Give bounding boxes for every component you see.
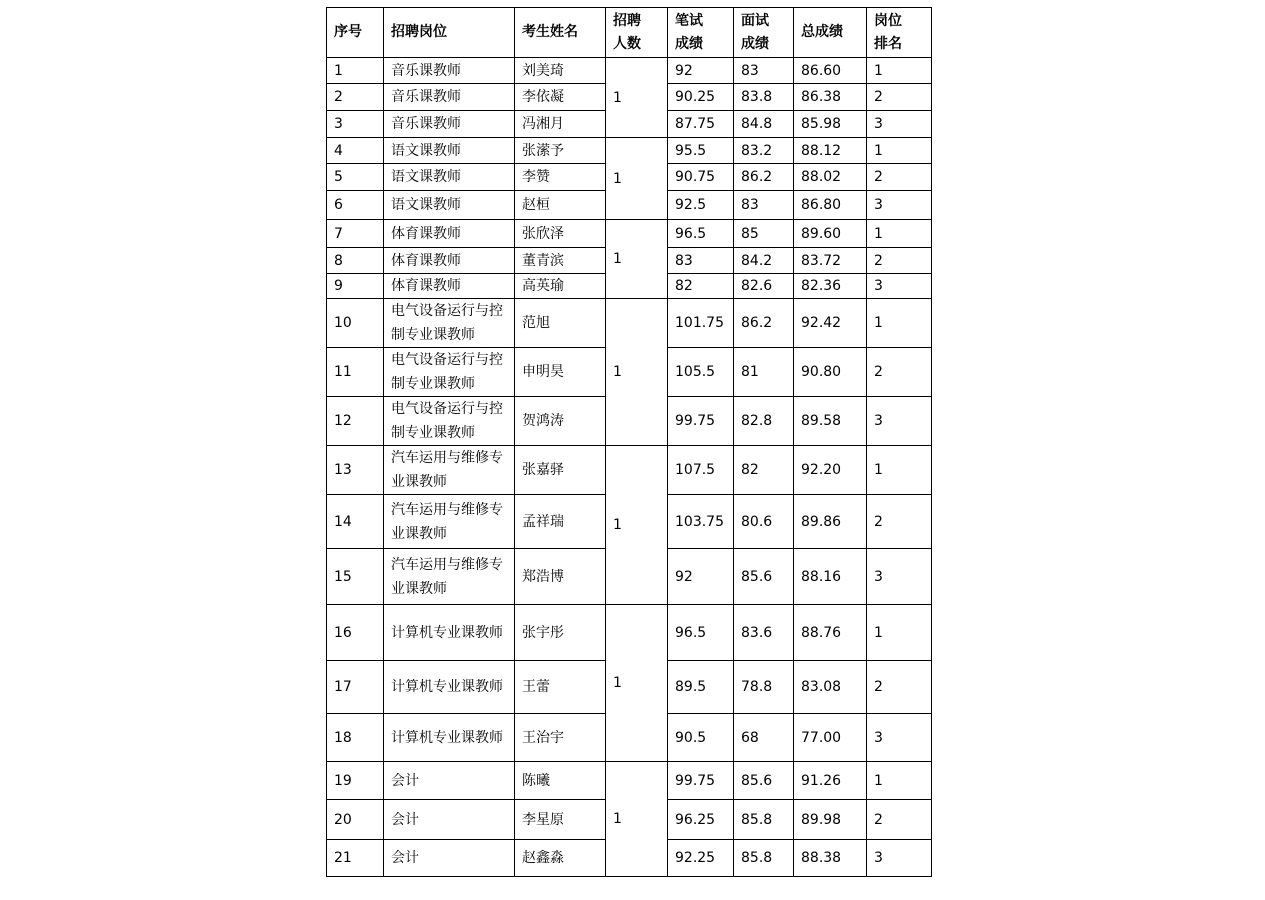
header-interview-line2: 成绩 (741, 35, 769, 52)
header-row (327, 8, 932, 58)
cell-total: 89.60 (794, 220, 867, 248)
cell-rank: 3 (867, 714, 932, 762)
cell-total: 90.80 (794, 348, 867, 397)
cell-written: 90.75 (668, 164, 734, 191)
table-row (327, 446, 932, 495)
header-rank-line1: 岗位 (874, 12, 902, 29)
cell-written: 92 (668, 58, 734, 84)
cell-interview: 85.6 (734, 762, 794, 800)
cell-interview: 83.2 (734, 138, 794, 164)
cell-written: 90.5 (668, 714, 734, 762)
cell-no: 20 (327, 800, 384, 840)
cell-interview: 83.8 (734, 84, 794, 111)
cell-interview: 83.6 (734, 605, 794, 661)
cell-quota: 1 (606, 762, 668, 877)
cell-total: 83.08 (794, 661, 867, 714)
cell-position: 计算机专业课教师 (384, 605, 515, 661)
cell-no: 10 (327, 299, 384, 348)
cell-position: 计算机专业课教师 (384, 714, 515, 762)
cell-quota: 1 (606, 220, 668, 299)
cell-rank: 3 (867, 840, 932, 877)
cell-rank: 3 (867, 191, 932, 220)
cell-name: 申明昊 (515, 348, 606, 397)
cell-rank: 1 (867, 58, 932, 84)
cell-total: 88.76 (794, 605, 867, 661)
cell-no: 11 (327, 348, 384, 397)
cell-name: 冯湘月 (515, 111, 606, 138)
cell-name: 赵鑫淼 (515, 840, 606, 877)
cell-position: 会计 (384, 762, 515, 800)
cell-name: 董青滨 (515, 248, 606, 274)
cell-interview: 86.2 (734, 164, 794, 191)
cell-interview: 84.2 (734, 248, 794, 274)
cell-total: 85.98 (794, 111, 867, 138)
cell-written: 96.25 (668, 800, 734, 840)
cell-total: 86.38 (794, 84, 867, 111)
cell-no: 16 (327, 605, 384, 661)
table-row (327, 138, 932, 164)
cell-position: 会计 (384, 800, 515, 840)
table-row (327, 220, 932, 248)
cell-interview: 80.6 (734, 495, 794, 549)
cell-name: 张嘉驿 (515, 446, 606, 495)
cell-name: 赵桓 (515, 191, 606, 220)
cell-total: 92.20 (794, 446, 867, 495)
cell-written: 105.5 (668, 348, 734, 397)
cell-rank: 2 (867, 248, 932, 274)
cell-rank: 1 (867, 138, 932, 164)
cell-interview: 68 (734, 714, 794, 762)
cell-written: 82 (668, 274, 734, 299)
cell-rank: 3 (867, 274, 932, 299)
cell-written: 96.5 (668, 605, 734, 661)
cell-no: 9 (327, 274, 384, 299)
cell-interview: 82.8 (734, 397, 794, 446)
table-row (327, 299, 932, 348)
cell-no: 8 (327, 248, 384, 274)
cell-total: 91.26 (794, 762, 867, 800)
cell-rank: 1 (867, 446, 932, 495)
table-row (327, 605, 932, 661)
cell-total: 77.00 (794, 714, 867, 762)
cell-position: 电气设备运行与控制专业课教师 (384, 299, 515, 348)
cell-interview: 83 (734, 58, 794, 84)
cell-name: 李依凝 (515, 84, 606, 111)
cell-total: 86.60 (794, 58, 867, 84)
cell-total: 89.86 (794, 495, 867, 549)
cell-no: 14 (327, 495, 384, 549)
header-no: 序号 (327, 8, 384, 58)
cell-written: 99.75 (668, 762, 734, 800)
cell-rank: 1 (867, 762, 932, 800)
cell-total: 83.72 (794, 248, 867, 274)
table-row (327, 58, 932, 84)
cell-interview: 85.6 (734, 549, 794, 605)
header-written-line2: 成绩 (675, 35, 703, 52)
cell-position: 体育课教师 (384, 274, 515, 299)
cell-rank: 2 (867, 661, 932, 714)
cell-no: 5 (327, 164, 384, 191)
cell-name: 陈曦 (515, 762, 606, 800)
cell-interview: 78.8 (734, 661, 794, 714)
cell-no: 17 (327, 661, 384, 714)
header-rank (867, 8, 932, 58)
cell-name: 王治宇 (515, 714, 606, 762)
cell-interview: 84.8 (734, 111, 794, 138)
cell-rank: 1 (867, 220, 932, 248)
cell-quota: 1 (606, 58, 668, 138)
cell-interview: 81 (734, 348, 794, 397)
cell-total: 82.36 (794, 274, 867, 299)
cell-name: 张欣泽 (515, 220, 606, 248)
cell-position: 语文课教师 (384, 164, 515, 191)
cell-written: 107.5 (668, 446, 734, 495)
cell-total: 86.80 (794, 191, 867, 220)
cell-interview: 85 (734, 220, 794, 248)
cell-position: 音乐课教师 (384, 58, 515, 84)
cell-written: 92.5 (668, 191, 734, 220)
cell-written: 90.25 (668, 84, 734, 111)
cell-written: 95.5 (668, 138, 734, 164)
cell-written: 83 (668, 248, 734, 274)
cell-position: 体育课教师 (384, 220, 515, 248)
cell-name: 李赞 (515, 164, 606, 191)
cell-no: 19 (327, 762, 384, 800)
header-quota (606, 8, 668, 58)
cell-rank: 3 (867, 397, 932, 446)
cell-no: 1 (327, 58, 384, 84)
cell-name: 王蕾 (515, 661, 606, 714)
cell-name: 郑浩博 (515, 549, 606, 605)
cell-rank: 3 (867, 111, 932, 138)
cell-no: 4 (327, 138, 384, 164)
cell-no: 6 (327, 191, 384, 220)
cell-written: 87.75 (668, 111, 734, 138)
cell-name: 刘美琦 (515, 58, 606, 84)
cell-total: 88.38 (794, 840, 867, 877)
cell-position: 汽车运用与维修专业课教师 (384, 495, 515, 549)
cell-name: 张潆予 (515, 138, 606, 164)
cell-position: 电气设备运行与控制专业课教师 (384, 348, 515, 397)
cell-quota: 1 (606, 446, 668, 605)
header-name: 考生姓名 (515, 8, 606, 58)
cell-interview: 82.6 (734, 274, 794, 299)
cell-rank: 2 (867, 800, 932, 840)
cell-no: 13 (327, 446, 384, 495)
cell-position: 计算机专业课教师 (384, 661, 515, 714)
cell-name: 高英瑜 (515, 274, 606, 299)
cell-quota: 1 (606, 299, 668, 446)
cell-rank: 2 (867, 348, 932, 397)
cell-written: 92.25 (668, 840, 734, 877)
cell-interview: 83 (734, 191, 794, 220)
cell-position: 会计 (384, 840, 515, 877)
cell-position: 音乐课教师 (384, 111, 515, 138)
cell-total: 89.58 (794, 397, 867, 446)
header-total: 总成绩 (794, 8, 867, 58)
cell-rank: 1 (867, 299, 932, 348)
cell-position: 汽车运用与维修专业课教师 (384, 549, 515, 605)
cell-position: 汽车运用与维修专业课教师 (384, 446, 515, 495)
cell-total: 88.12 (794, 138, 867, 164)
cell-written: 101.75 (668, 299, 734, 348)
cell-rank: 2 (867, 495, 932, 549)
cell-interview: 86.2 (734, 299, 794, 348)
cell-total: 89.98 (794, 800, 867, 840)
cell-rank: 3 (867, 549, 932, 605)
cell-quota: 1 (606, 138, 668, 220)
cell-position: 语文课教师 (384, 138, 515, 164)
cell-total: 88.16 (794, 549, 867, 605)
header-quota-line1: 招聘 (613, 12, 641, 29)
score-table (326, 7, 932, 877)
cell-name: 孟祥瑞 (515, 495, 606, 549)
cell-written: 92 (668, 549, 734, 605)
cell-no: 18 (327, 714, 384, 762)
cell-no: 15 (327, 549, 384, 605)
cell-no: 3 (327, 111, 384, 138)
header-written-line1: 笔试 (675, 12, 703, 29)
cell-name: 张宇彤 (515, 605, 606, 661)
cell-position: 音乐课教师 (384, 84, 515, 111)
cell-no: 2 (327, 84, 384, 111)
cell-name: 李星原 (515, 800, 606, 840)
header-written (668, 8, 734, 58)
cell-position: 语文课教师 (384, 191, 515, 220)
cell-interview: 85.8 (734, 800, 794, 840)
cell-total: 92.42 (794, 299, 867, 348)
cell-written: 96.5 (668, 220, 734, 248)
cell-interview: 82 (734, 446, 794, 495)
cell-rank: 2 (867, 164, 932, 191)
cell-no: 12 (327, 397, 384, 446)
cell-no: 7 (327, 220, 384, 248)
cell-written: 89.5 (668, 661, 734, 714)
score-table-body (327, 58, 932, 877)
cell-rank: 2 (867, 84, 932, 111)
cell-no: 21 (327, 840, 384, 877)
cell-position: 电气设备运行与控制专业课教师 (384, 397, 515, 446)
cell-rank: 1 (867, 605, 932, 661)
cell-name: 贺鸿涛 (515, 397, 606, 446)
header-position: 招聘岗位 (384, 8, 515, 58)
header-quota-line2: 人数 (613, 35, 641, 52)
header-rank-line2: 排名 (874, 35, 902, 52)
cell-interview: 85.8 (734, 840, 794, 877)
cell-position: 体育课教师 (384, 248, 515, 274)
table-row (327, 762, 932, 800)
cell-quota: 1 (606, 605, 668, 762)
cell-written: 99.75 (668, 397, 734, 446)
cell-name: 范旭 (515, 299, 606, 348)
cell-total: 88.02 (794, 164, 867, 191)
header-interview (734, 8, 794, 58)
header-interview-line1: 面试 (741, 12, 769, 29)
cell-written: 103.75 (668, 495, 734, 549)
